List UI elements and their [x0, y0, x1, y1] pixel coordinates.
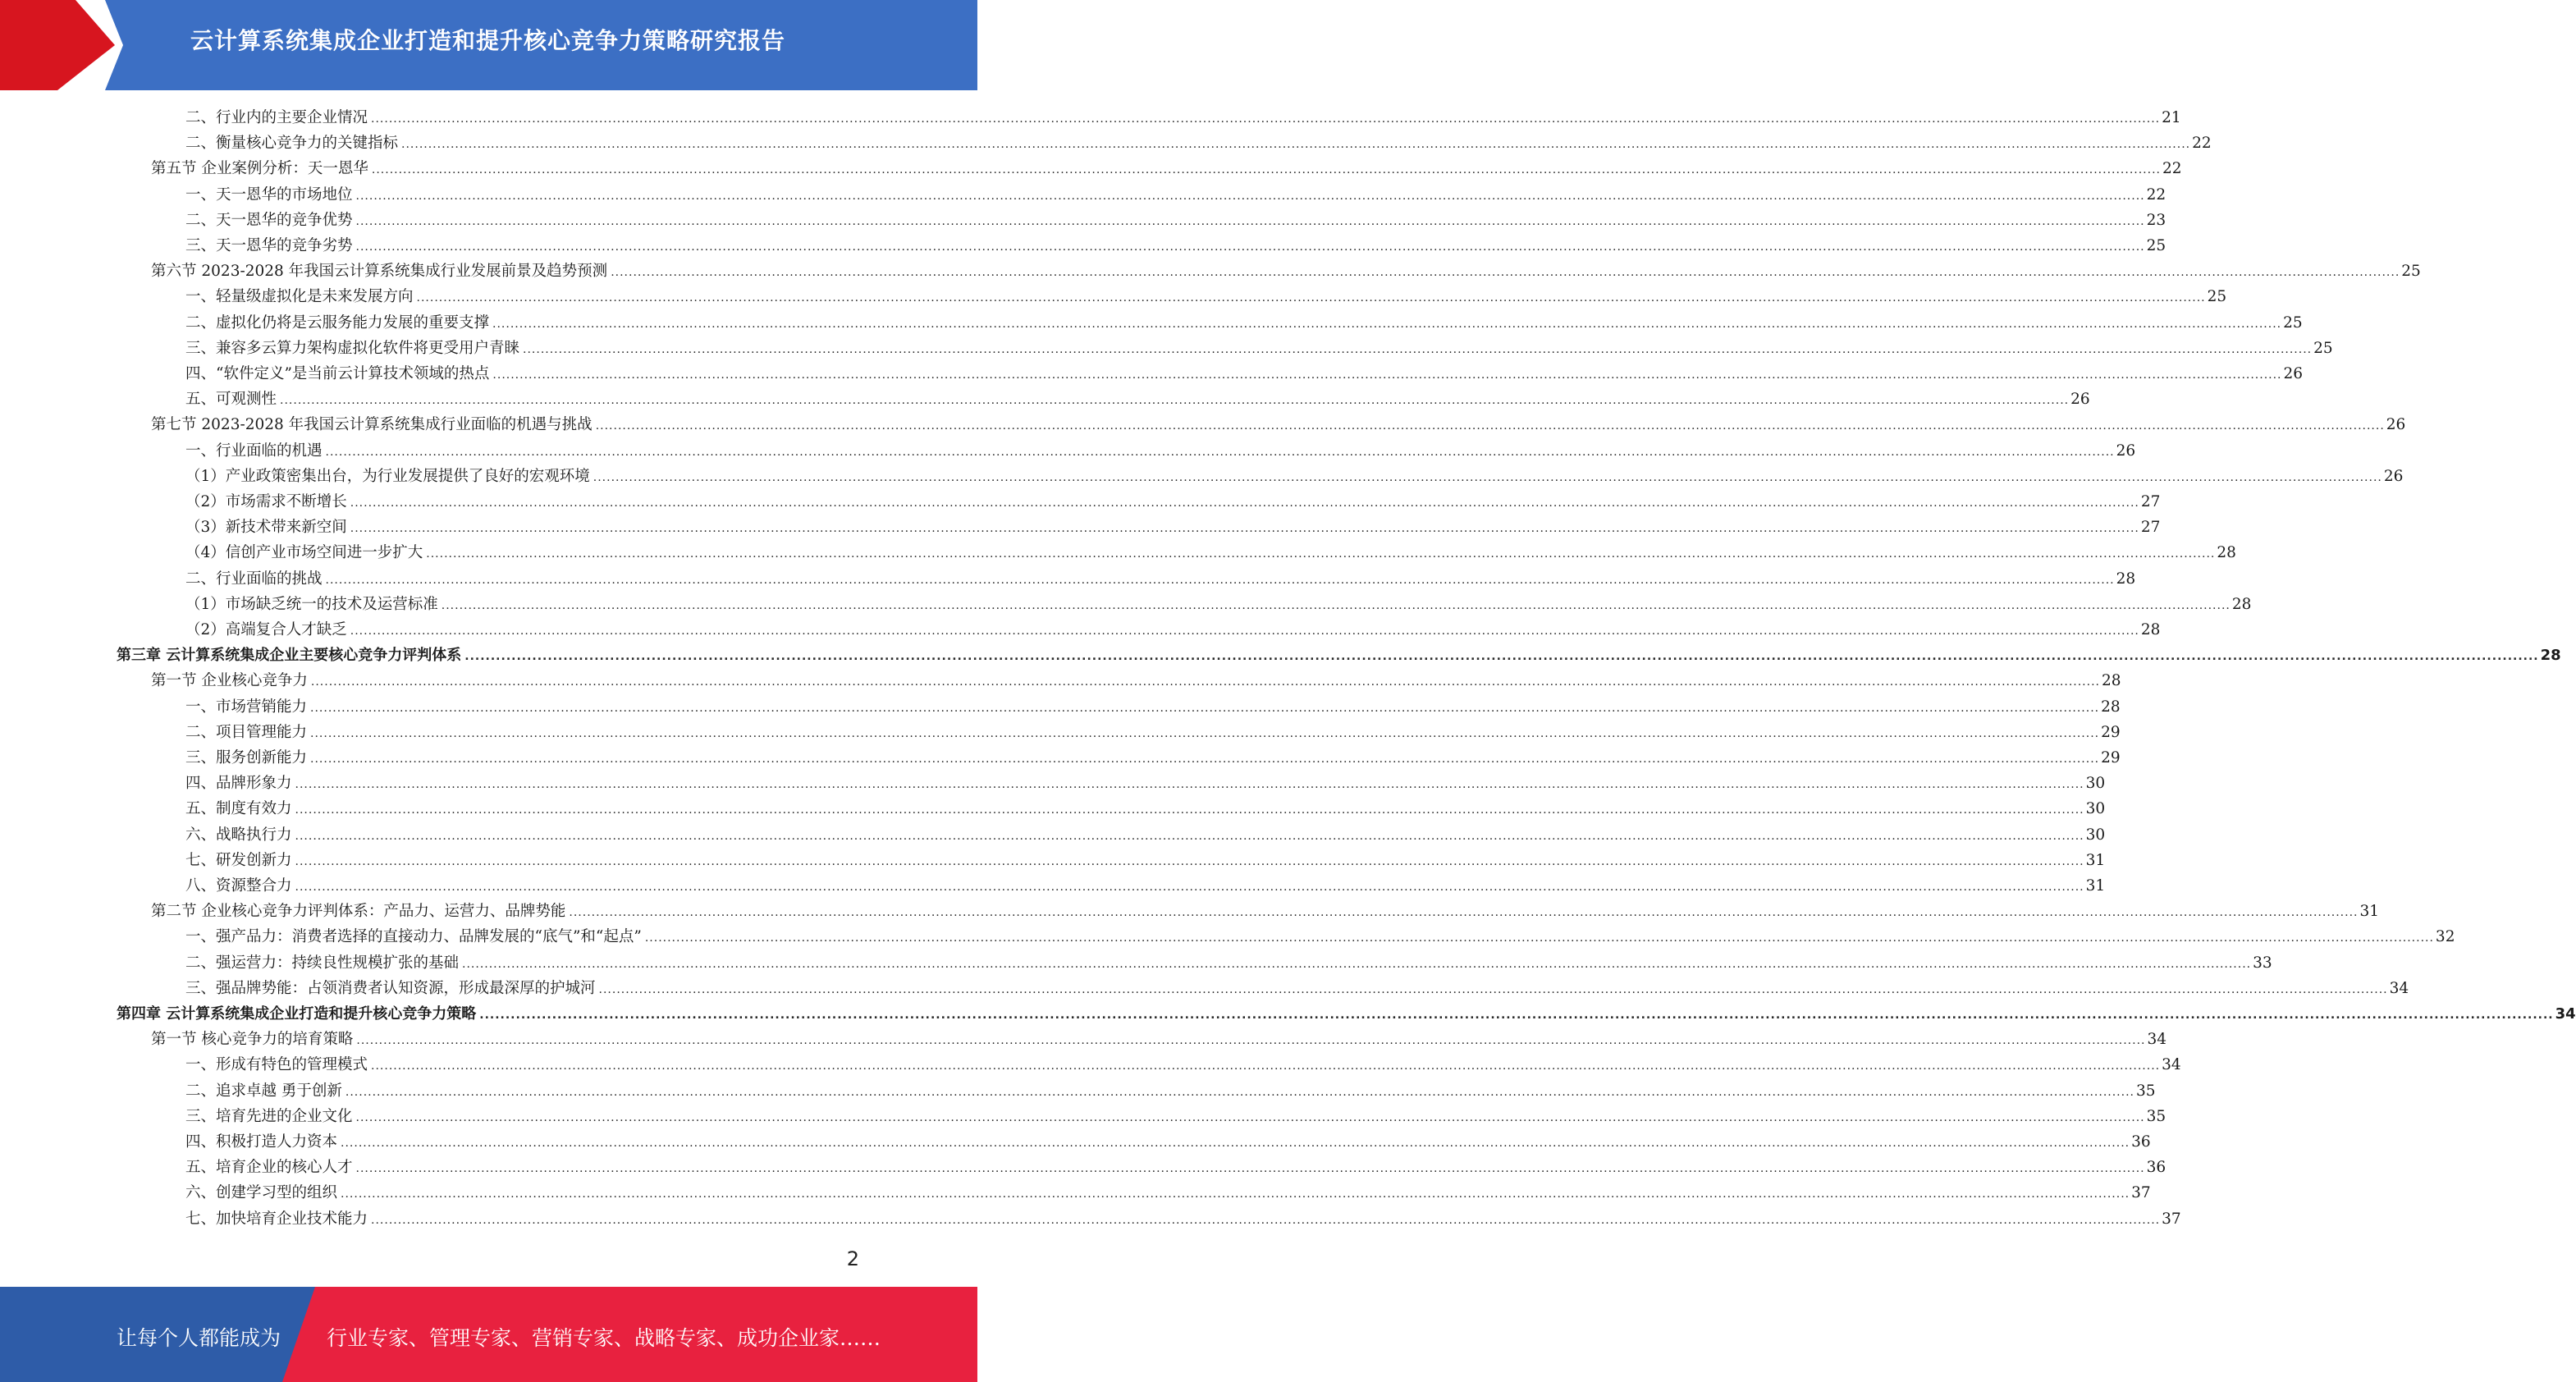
toc-entry-title: 一、轻量级虚拟化是未来发展方向 [185, 288, 414, 306]
toc-dot-leader: ................................................................................................................................................................................................................................................................................................................................................................................................................ [310, 753, 2100, 766]
toc-entry-page: 31 [2085, 877, 2106, 895]
header-banner [0, 0, 977, 90]
toc-dot-leader: ................................................................................................................................................................................................................................................................................................................................................................................................................ [355, 1162, 2145, 1176]
toc-entry-title: 一、天一恩华的市场地位 [185, 185, 353, 204]
footer-slogan-right: 行业专家、管理专家、营销专家、战略专家、成功企业家…… [327, 1326, 881, 1350]
toc-entry[interactable] [151, 410, 2406, 436]
toc-entry[interactable] [185, 282, 2227, 308]
toc-entry-page: 35 [2135, 1082, 2156, 1100]
toc-entry[interactable] [185, 181, 2166, 206]
toc-entry-title: 三、天一恩华的竞争劣势 [185, 237, 353, 254]
toc-entry-page: 27 [2140, 493, 2161, 510]
toc-dot-leader: ................................................................................................................................................................................................................................................................................................................................................................................................................ [492, 368, 2282, 382]
toc-entry-page: 34 [2147, 1031, 2167, 1049]
toc-dot-leader: ................................................................................................................................................................................................................................................................................................................................................................................................................ [593, 470, 2382, 484]
toc-entry[interactable] [185, 359, 2304, 385]
toc-entry-page: 36 [2131, 1133, 2151, 1151]
toc-entry[interactable] [185, 949, 2272, 974]
toc-dot-leader: ................................................................................................................................................................................................................................................................................................................................................................................................................ [355, 240, 2145, 254]
toc-entry-title: 八、资源整合力 [185, 877, 292, 895]
toc-dot-leader: ................................................................................................................................................................................................................................................................................................................................................................................................................ [464, 650, 2539, 664]
toc-entry-page: 35 [2146, 1107, 2166, 1125]
toc-entry-page: 28 [2231, 595, 2252, 613]
toc-entry-title: 五、培育企业的核心人才 [185, 1159, 353, 1177]
toc-entry-title: （2）市场需求不断增长 [185, 493, 347, 510]
toc-entry-page: 30 [2085, 826, 2106, 844]
toc-entry-page: 28 [2540, 647, 2561, 665]
toc-entry[interactable] [185, 1128, 2151, 1153]
toc-entry-page: 28 [2101, 672, 2121, 690]
toc-entry-page: 28 [2116, 570, 2136, 588]
toc-entry-title: 四、品牌形象力 [185, 775, 292, 793]
page-number: 2 [846, 1247, 859, 1270]
toc-entry-title: 二、衡量核心竞争力的关键指标 [185, 135, 399, 153]
toc-entry-page: 22 [2162, 160, 2182, 178]
toc-entry-title: 二、强运营力：持续良性规模扩张的基础 [185, 954, 460, 972]
toc-dot-leader: ................................................................................................................................................................................................................................................................................................................................................................................................................ [401, 138, 2191, 152]
toc-entry-title: 二、行业面临的挑战 [185, 570, 323, 588]
toc-entry-title: 第一节 企业核心竞争力 [151, 672, 308, 690]
footer-banner [0, 1287, 977, 1382]
toc-entry[interactable] [185, 769, 2106, 794]
toc-entry-page: 31 [2085, 851, 2106, 869]
toc-dot-leader: ................................................................................................................................................................................................................................................................................................................................................................................................................ [492, 317, 2282, 331]
toc-entry-title: 二、天一恩华的竞争优势 [185, 211, 353, 229]
report-title: 云计算系统集成企业打造和提升核心竞争力策略研究报告 [190, 27, 786, 54]
toc-entry-page: 33 [2253, 954, 2272, 972]
toc-entry-page: 37 [2162, 1210, 2181, 1228]
toc-dot-leader: ................................................................................................................................................................................................................................................................................................................................................................................................................ [644, 931, 2434, 945]
toc-dot-leader: ................................................................................................................................................................................................................................................................................................................................................................................................................ [295, 829, 2084, 843]
toc-entry[interactable] [151, 1025, 2167, 1050]
toc-entry[interactable] [151, 666, 2121, 692]
toc-dot-leader: ................................................................................................................................................................................................................................................................................................................................................................................................................ [569, 906, 2359, 920]
toc-entry-page: 26 [2383, 467, 2404, 485]
toc-entry-page: 30 [2085, 800, 2106, 818]
toc-entry-title: 第一节 核心竞争力的培育策略 [151, 1031, 354, 1049]
toc-entry[interactable] [185, 1153, 2166, 1178]
toc-dot-leader: ................................................................................................................................................................................................................................................................................................................................................................................................................ [462, 957, 2252, 971]
toc-dot-leader: ................................................................................................................................................................................................................................................................................................................................................................................................................ [523, 342, 2313, 356]
toc-dot-leader: ................................................................................................................................................................................................................................................................................................................................................................................................................ [371, 1213, 2161, 1227]
toc-entry-page: 29 [2101, 749, 2121, 767]
toc-entry-title: 二、项目管理能力 [185, 723, 308, 741]
toc-entry-title: 二、追求卓越 勇于创新 [185, 1082, 342, 1100]
toc-entry-page: 26 [2386, 416, 2406, 434]
toc-entry-title: 六、创建学习型的组织 [185, 1184, 338, 1202]
toc-entry-title: 第六节 2023-2028 年我国云计算系统集成行业发展前景及趋势预测 [151, 263, 608, 281]
toc-dot-leader: ................................................................................................................................................................................................................................................................................................................................................................................................................ [355, 214, 2145, 228]
toc-dot-leader: ................................................................................................................................................................................................................................................................................................................................................................................................................ [310, 701, 2100, 715]
toc-entry[interactable] [185, 513, 2161, 538]
toc-dot-leader: ................................................................................................................................................................................................................................................................................................................................................................................................................ [295, 881, 2084, 894]
toc-entry[interactable] [185, 615, 2161, 641]
toc-entry-page: 26 [2070, 391, 2090, 409]
toc-entry[interactable] [185, 462, 2404, 487]
footer-slogan-left: 让每个人都能成为 [117, 1326, 281, 1350]
toc-entry-title: 三、强品牌势能：占领消费者认知资源，形成最深厚的护城河 [185, 979, 596, 997]
toc-entry[interactable] [185, 846, 2106, 872]
toc-entry[interactable] [185, 334, 2333, 359]
toc-dot-leader: ................................................................................................................................................................................................................................................................................................................................................................................................................ [416, 291, 2206, 305]
toc-entry-title: 二、行业内的主要企业情况 [185, 109, 368, 126]
toc-entry-title: 第五节 企业案例分析：天一恩华 [151, 160, 368, 178]
toc-entry[interactable] [185, 794, 2106, 820]
toc-entry[interactable] [185, 206, 2166, 231]
toc-entry-title: （2）高端复合人才缺乏 [185, 621, 347, 638]
toc-entry-page: 31 [2359, 903, 2380, 921]
toc-entry-title: （1）市场缺乏统一的技术及运营标准 [185, 595, 438, 613]
toc-entry[interactable] [185, 872, 2106, 897]
toc-entry-title: 三、服务创新能力 [185, 749, 308, 767]
toc-entry[interactable] [185, 231, 2166, 257]
toc-entry[interactable] [185, 437, 2136, 462]
toc-entry-page: 22 [2192, 135, 2212, 153]
toc-entry-title: （3）新技术带来新空间 [185, 519, 347, 537]
toc-entry-page: 22 [2146, 185, 2166, 204]
toc-entry[interactable] [185, 1205, 2181, 1230]
toc-entry-page: 25 [2401, 263, 2421, 281]
toc-dot-leader: ................................................................................................................................................................................................................................................................................................................................................................................................................ [355, 1110, 2145, 1124]
toc-dot-leader: ................................................................................................................................................................................................................................................................................................................................................................................................................ [280, 394, 2070, 408]
toc-entry[interactable] [151, 154, 2182, 180]
toc-entry[interactable] [117, 641, 2561, 666]
toc-entry-title: 四、积极打造人力资本 [185, 1133, 338, 1151]
toc-dot-leader: ................................................................................................................................................................................................................................................................................................................................................................................................................ [341, 1188, 2130, 1201]
toc-entry[interactable] [185, 103, 2181, 129]
toc-entry-title: 三、培育先进的企业文化 [185, 1107, 353, 1125]
toc-entry-page: 21 [2162, 109, 2181, 126]
toc-entry-page: 28 [2101, 698, 2121, 716]
toc-dot-leader: ................................................................................................................................................................................................................................................................................................................................................................................................................ [341, 1137, 2130, 1150]
toc-entry-page: 30 [2085, 775, 2106, 793]
toc-entry[interactable] [185, 385, 2090, 410]
toc-entry[interactable] [185, 922, 2455, 948]
toc-entry[interactable] [185, 1077, 2156, 1102]
toc-entry[interactable] [151, 897, 2380, 922]
toc-entry[interactable] [185, 1102, 2166, 1128]
toc-entry-title: 一、形成有特色的管理模式 [185, 1056, 368, 1074]
toc-entry-page: 25 [2207, 288, 2227, 306]
toc-entry-title: 五、制度有效力 [185, 800, 292, 818]
toc-entry-page: 34 [2389, 979, 2409, 997]
toc-entry-page: 26 [2283, 365, 2304, 382]
toc-entry-title: （4）信创产业市场空间进一步扩大 [185, 544, 423, 562]
toc-entry-page: 34 [2162, 1056, 2181, 1074]
toc-entry-title: 四、“软件定义”是当前云计算技术领域的热点 [185, 365, 490, 382]
toc-dot-leader: ................................................................................................................................................................................................................................................................................................................................................................................................................ [345, 1085, 2134, 1099]
toc-dot-leader: ................................................................................................................................................................................................................................................................................................................................................................................................................ [350, 522, 2139, 536]
toc-entry-page: 27 [2140, 519, 2161, 537]
toc-entry-title: 六、战略执行力 [185, 826, 292, 844]
toc-entry[interactable] [185, 487, 2161, 513]
toc-entry-title: 七、研发创新力 [185, 851, 292, 869]
toc-entry-title: 一、市场营销能力 [185, 698, 308, 716]
toc-entry-page: 36 [2146, 1159, 2166, 1177]
toc-dot-leader: ................................................................................................................................................................................................................................................................................................................................................................................................................ [441, 598, 2231, 612]
toc-dot-leader: ................................................................................................................................................................................................................................................................................................................................................................................................................ [611, 266, 2400, 280]
toc-entry-page: 25 [2283, 313, 2303, 332]
toc-dot-leader: ................................................................................................................................................................................................................................................................................................................................................................................................................ [310, 726, 2100, 740]
toc-entry-page: 28 [2217, 544, 2236, 562]
toc-entry[interactable] [117, 1000, 2576, 1025]
toc-entry-page: 23 [2146, 211, 2166, 229]
toc-dot-leader: ................................................................................................................................................................................................................................................................................................................................................................................................................ [356, 1034, 2146, 1048]
toc-entry-title: 一、强产品力：消费者选择的直接动力、品牌发展的“底气”和“起点” [185, 928, 642, 946]
toc-dot-leader: ................................................................................................................................................................................................................................................................................................................................................................................................................ [355, 189, 2145, 203]
toc-entry[interactable] [185, 538, 2236, 564]
toc-dot-leader: ................................................................................................................................................................................................................................................................................................................................................................................................................ [371, 1059, 2161, 1073]
toc-dot-leader: ................................................................................................................................................................................................................................................................................................................................................................................................................ [310, 675, 2100, 689]
toc-entry[interactable] [185, 744, 2121, 769]
toc-entry-title: 第三章 云计算系统集成企业主要核心竞争力评判体系 [117, 647, 462, 665]
toc-entry[interactable] [151, 257, 2421, 282]
toc-entry-page: 25 [2313, 339, 2333, 357]
toc-entry-title: 七、加快培育企业技术能力 [185, 1210, 368, 1228]
toc-dot-leader: ................................................................................................................................................................................................................................................................................................................................................................................................................ [295, 803, 2084, 817]
toc-entry-title: 第四章 云计算系统集成企业打造和提升核心竞争力策略 [117, 1005, 477, 1023]
toc-entry[interactable] [185, 309, 2303, 334]
toc-entry-title: 二、虚拟化仍将是云服务能力发展的重要支撑 [185, 313, 490, 332]
toc-entry[interactable] [185, 565, 2136, 590]
toc-dot-leader: ................................................................................................................................................................................................................................................................................................................................................................................................................ [350, 625, 2139, 638]
toc-dot-leader: ................................................................................................................................................................................................................................................................................................................................................................................................................ [325, 445, 2115, 459]
toc-entry-page: 29 [2101, 723, 2121, 741]
toc-dot-leader: ................................................................................................................................................................................................................................................................................................................................................................................................................ [479, 1009, 2554, 1022]
toc-dot-leader: ................................................................................................................................................................................................................................................................................................................................................................................................................ [325, 573, 2115, 587]
toc-entry[interactable] [185, 1050, 2181, 1076]
toc-entry[interactable] [185, 821, 2106, 846]
toc-dot-leader: ................................................................................................................................................................................................................................................................................................................................................................................................................ [426, 547, 2216, 561]
toc-dot-leader: ................................................................................................................................................................................................................................................................................................................................................................................................................ [350, 497, 2139, 510]
toc-entry[interactable] [185, 1178, 2151, 1204]
toc-dot-leader: ................................................................................................................................................................................................................................................................................................................................................................................................................ [371, 112, 2161, 126]
toc-entry[interactable] [185, 590, 2252, 615]
toc-dot-leader: ................................................................................................................................................................................................................................................................................................................................................................................................................ [295, 854, 2084, 868]
toc-entry-page: 28 [2140, 621, 2161, 638]
toc-entry-title: 第七节 2023-2028 年我国云计算系统集成行业面临的机遇与挑战 [151, 416, 593, 434]
toc-entry-page: 26 [2116, 442, 2136, 460]
toc-dot-leader: ................................................................................................................................................................................................................................................................................................................................................................................................................ [598, 982, 2388, 996]
toc-entry-page: 37 [2131, 1184, 2151, 1202]
toc-dot-leader: ................................................................................................................................................................................................................................................................................................................................................................................................................ [295, 778, 2084, 792]
toc-entry-page: 25 [2146, 237, 2166, 254]
toc-entry-page: 34 [2555, 1005, 2576, 1023]
toc-entry[interactable] [185, 718, 2121, 744]
toc-dot-leader: ................................................................................................................................................................................................................................................................................................................................................................................................................ [595, 419, 2385, 433]
toc-entry-page: 32 [2435, 928, 2455, 946]
toc-entry[interactable] [185, 974, 2409, 1000]
toc-entry-title: 五、可观测性 [185, 391, 277, 409]
toc-entry-title: 三、兼容多云算力架构虚拟化软件将更受用户青睐 [185, 339, 520, 357]
toc-dot-leader: ................................................................................................................................................................................................................................................................................................................................................................................................................ [371, 163, 2161, 177]
toc-entry-title: （1）产业政策密集出台，为行业发展提供了良好的宏观环境 [185, 467, 590, 485]
toc-entry[interactable] [185, 693, 2121, 718]
toc-entry[interactable] [185, 129, 2212, 154]
toc-entry-title: 第二节 企业核心竞争力评判体系：产品力、运营力、品牌势能 [151, 903, 566, 921]
toc-entry-title: 一、行业面临的机遇 [185, 442, 323, 460]
